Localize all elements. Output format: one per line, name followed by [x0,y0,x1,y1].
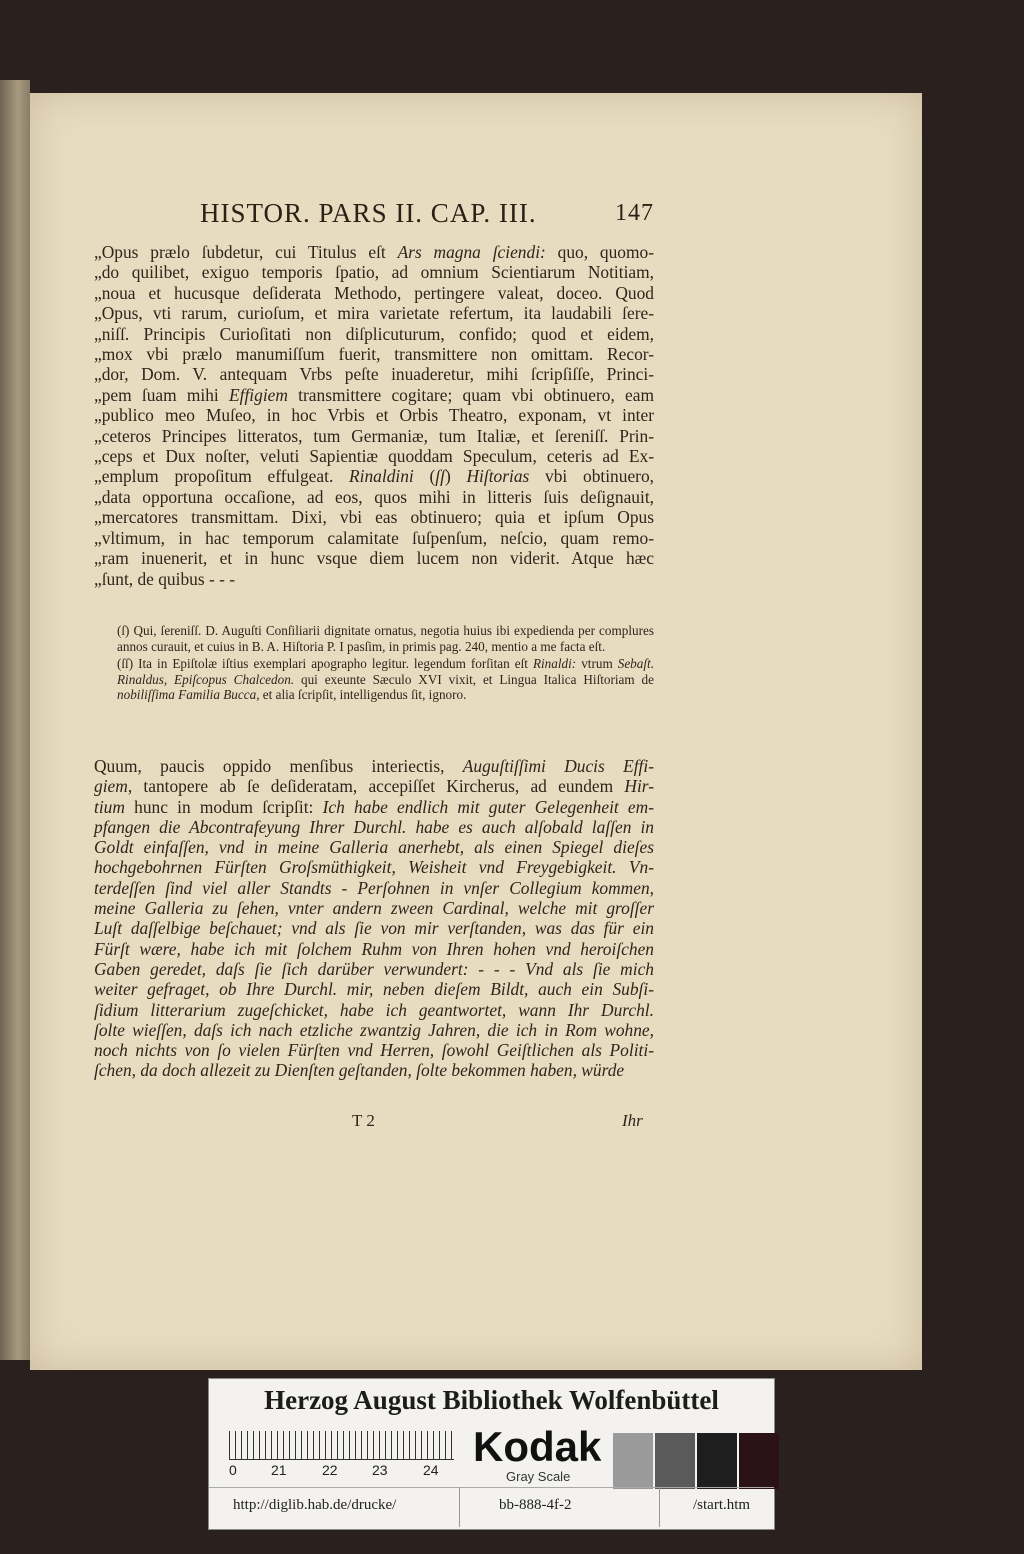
text-line: meine Galleria zu ſehen, vnter andern zween Cardinal, welche mit groſſer [94,898,654,919]
label-divider-1 [459,1487,460,1527]
text-line: Gaben geredet, daſs ſie ſich darüber verwundert: - - - Vnd als ſie mich [94,958,654,979]
text-line: „dor, Dom. V. antequam Vrbs peſte inuaderetur, mihi ſcripſiſſe, Princi- [94,364,654,385]
text-line: „ſunt, de quibus - - - [94,568,236,589]
catchword: Ihr [622,1111,643,1130]
text-line: „pem ſuam mihi Effigiem transmittere cogitare; quam vbi obtinuero, eam [94,384,654,405]
text-line: „Opus prælo ſubdetur, cui Titulus eſt Ars magna ſciendi: quo, quomo- [94,242,655,262]
text-line: „vltimum, in hac temporum calamitate ſuſpenſum, neſcio, quam remo- [94,527,654,548]
gray-swatch [739,1433,779,1489]
body-text [94,756,654,1081]
kodak-logo: Kodak [473,1423,602,1470]
text-line: giem, tantopere ab ſe deſideratam, accepiſſet Kircherus, ad eundem Hir- [94,776,654,797]
text-line: hochgebohrnen Fürſten Groſsmüthigkeit, Weisheit vnd Freygebigkeit. Vn- [94,857,654,878]
text-line: tium hunc in modum ſcripſit: Ich habe endlich mit guter Gelegenheit em- [94,796,654,817]
gray-swatch [697,1433,737,1489]
text-line: „noua et hucusque deſiderata Methodo, pertingere valeat, doceo. Quod [94,282,654,303]
gray-swatch [613,1433,653,1489]
text-line: pfangen die Abcontrafeyung Ihrer Durchl. habe es auch alſobald laſſen in [94,816,654,837]
ruler-number: 0 [229,1462,237,1478]
ruler-number: 21 [271,1462,287,1478]
text-line: Quum, paucis oppido menſibus interiectis, Auguſtiſſimi Ducis Effi- [94,756,654,776]
label-divider-2 [659,1487,660,1527]
footnotes [117,623,654,705]
text-line: „data opportuna occaſione, ad eos, quos mihi in litteris ſuis deſignauit, [94,486,654,507]
library-label [208,1378,775,1530]
ruler-number: 24 [423,1462,439,1478]
text-line: „ram inuenerit, et in hunc vsque diem lucem non viderit. Atque hæc [94,548,654,569]
text-line: „publico meo Muſeo, in hoc Vrbis et Orbis Theatro, exponam, vt inter [94,405,654,426]
running-head [200,198,660,229]
text-line: „niſſ. Principis Curioſitati non diſplicuturum, confido; quod et eidem, [94,323,654,344]
label-divider [209,1487,774,1488]
book-edge [0,80,30,1360]
library-title: Herzog August Bibliothek Wolfenbüttel [264,1385,719,1415]
text-line: Luſt daſſelbige beſchauet; vnd als ſie von mir verſtanden, was das für ein [94,918,654,939]
text-line: „emplum propoſitum effulgeat. Rinaldini (ſſ) Hiſtorias vbi obtinuero, [94,466,655,487]
text-line: ſchen, da doch allezeit zu Dienſten geſtanden, ſolte bekommen haben, würde [94,1060,625,1081]
text-line: ſolte wieſſen, daſs ich nach etzliche zwantzig Jahren, die ich in Rom wohne, [94,1019,654,1040]
text-line: ſidium litterarium zugeſchicket, habe ich geantwortet, wann Ihr Durchl. [94,999,654,1020]
text-line: noch nichts von ſo vielen Fürſten vnd Herren, ſowohl Geiſtlichen als Politi- [94,1040,654,1061]
text-line: Fürſt wære, habe ich mit ſolchem Ruhm von Ihren hohen vnd heroiſchen [94,938,654,959]
page-number: 147 [615,200,654,226]
text-line: „mox vbi prælo manumiſſum fuerit, transmittere non omittam. Recor- [94,344,654,365]
signature-mark: T 2 [352,1111,375,1130]
text-line: „mercatores transmittam. Dixi, vbi eas obtinuero; quia et ipſum Opus [94,507,654,528]
text-line: Goldt einfaſſen, vnd in meine Galleria anerhebt, als einen Spiegel dieſes [94,837,654,858]
text-line: weiter gefraget, ob Ihre Durchl. mir, neben dieſem Bildt, auch ein Subſi- [94,979,654,1000]
gray-swatch [655,1433,695,1489]
url-link[interactable]: http://diglib.hab.de/drucke/ [233,1497,397,1513]
ruler-number: 23 [372,1462,388,1478]
footnote: (ſ) Qui, ſereniſſ. D. Auguſti Conſiliarii dignitate ornatus, negotia huius ibi expedienda per complures annos curauit, et cuius in B. A. Hiſtoria P. I pasſim, in primis pag. 240, mentio a me facta eſt. [117,623,654,654]
footnote: (ſſ) Ita in Epiſtolæ iſtius exemplari apographo legitur. legendum forſitan eſt Rinaldi: vtrum Sebaſt. Rinaldus, Epiſcopus Chalcedon. qui exeunte Sæculo XVI vixit, et Lingua Italica Hiſtoriam de nobiliſſima Familia Bucca, et alia ſcripſit, intelligendus ſit, ignoro. [117,656,654,702]
text-line: „do quilibet, exiguo temporis ſpatio, ad omnium Scientiarum Notitiam, [94,262,654,283]
text-line: „ceteros Principes litteratos, tum Germaniæ, tum Italiæ, et ſereniſſ. Prin- [94,425,654,446]
shelfmark: bb-888-4f-2 [499,1497,572,1513]
running-head-title: HISTOR. PARS II. CAP. III. [200,198,537,228]
start-link[interactable]: /start.htm [693,1497,751,1513]
main-quoted-text [94,242,654,589]
measurement-ruler [229,1431,454,1460]
text-line: terdeſſen ſind viel aller Standts - Perſohnen in vnſer Collegium kommen, [94,877,654,898]
text-line: „Opus, vti rarum, curioſum, et mira varietate refertum, ita laudabili ſere- [94,303,654,324]
gray-scale-label: Gray Scale [506,1469,571,1484]
text-line: „ceps et Dux noſter, veluti Sapientiæ quoddam Speculum, ceteris ad Ex- [94,446,654,467]
ruler-number: 22 [322,1462,338,1478]
